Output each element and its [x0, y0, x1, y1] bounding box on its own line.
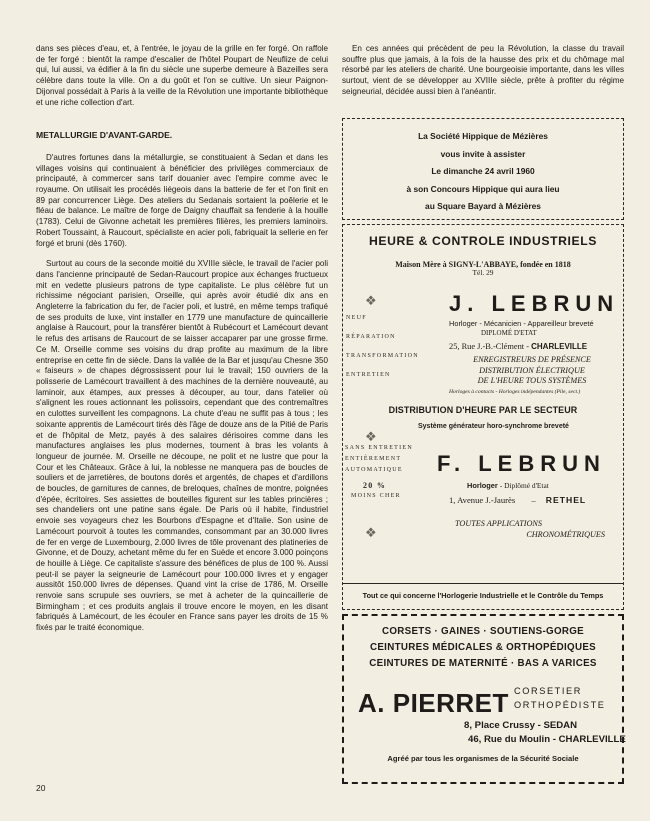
- j-lebrun-diploma: DIPLOMÉ D'ETAT: [481, 329, 537, 337]
- hippique-line-5: au Square Bayard à Mézières: [425, 201, 541, 211]
- pierret-line-3: CEINTURES DE MATERNITÉ · BAS A VARICES: [369, 658, 597, 669]
- distribution-heading: DISTRIBUTION D'HEURE PAR LE SECTEUR: [388, 405, 578, 416]
- side-service-item: NEUF: [346, 315, 367, 321]
- horlogerie-footer: Tout ce qui concerne l'Horlogerie Industrielle et le Contrôle du Temps: [343, 583, 623, 600]
- side-advantage-item: ENTIÈREMENT: [345, 456, 402, 462]
- right-column: [342, 44, 624, 98]
- pierret-footer: Agréé par tous les organismes de la Sécurité Sociale: [387, 754, 579, 763]
- side-advantage-item: SANS ENTRETIEN: [345, 445, 414, 451]
- pierret-address-charleville: 46, Rue du Moulin - CHARLEVILLE: [468, 734, 626, 745]
- clock-ornament-icon: ❖: [365, 293, 377, 308]
- hippique-line-2: vous invite à assister: [440, 148, 526, 159]
- side-service-item: TRANSFORMATION: [346, 353, 419, 359]
- f-lebrun-city: RETHEL: [545, 495, 587, 505]
- service-line: DISTRIBUTION ÉLECTRIQUE: [479, 365, 585, 375]
- page-number: 20: [36, 783, 46, 793]
- hippique-line-4: à son Concours Hippique qui aura lieu: [406, 183, 560, 194]
- pierret-line-1: CORSETS · GAINES · SOUTIENS-GORGE: [381, 626, 585, 637]
- f-lebrun-diploma: - Diplômé d'Etat: [499, 481, 549, 490]
- hippique-line-3: Le dimanche 24 avril 1960: [431, 166, 535, 176]
- left-column: [36, 44, 328, 634]
- horlogerie-title: HEURE & CONTROLE INDUSTRIELS: [368, 234, 598, 248]
- f-lebrun-name: F. LEBRUN: [437, 451, 606, 476]
- side-advantage-item: AUTOMATIQUE: [345, 467, 403, 473]
- pierret-name: A. PIERRET: [358, 688, 509, 718]
- pierret-address-sedan: 8, Place Crussy - SEDAN: [464, 720, 578, 731]
- f-lebrun-street: 1, Avenue J.-Jaurès: [449, 495, 516, 505]
- left-paragraph-3: Surtout au cours de la seconde moitié du XVIIIe siècle, le travail de l'acier poli dans l'ancienne principauté de Sedan-Raucourt propice aux échanges fructueux mit en vedette plusieurs patrons de type capitaliste. Le plus célèbre fut un richissime négociant parisien, Orseille, qui après avoir étudié dix ans en Angleterre la fabrication du fer, de l'acier poli, et lustré, en même temps trafiqué de ses produits de luxe, vint installer en 1779 une manufacture de quincaillerie anglaise à Raucourt, pour la transférer bientôt à Rubécourt et Lamécourt devant le refus des artisans de Raucourt de se laisser accaparer par une grosse firme. Ce M. Orseille comme ses voisins du drap profite au maximum de la libre entreprise en cette fin de siècle. Dans la vallée de la Bar et jusqu'au Chesne 350 « faiseurs » de chapes dégrossissent pour lui le travail; 150 ouvriers de la polisserie de Lamécourt travaillent à des machines de la dernière nouveauté, au laminoir, aux étampes, aux presses à découper, au tour, dans l'atelier où s'alignent les roues actionnant les polissoirs, cependant que des contremaîtres en culottes surveillent les compagnons. La chute d'eau ne suffit pas à tous ; les soixante apprentis de Lamécourt tirés dès l'âge de douze ans de la Pitié de Paris et de l'hôpital de Metz, payés à des salaires dérisoires comme dans les manufactures anglaises les plus modernes, tournent à bras les volants à longueur de journée. M. Orseille ne découpe, ne polit et ne lustre que pour la Cour et les Châteaux. Grâce à lui, la noblesse ne manquera pas de boucles de souliers et de jarretières, de boutons dorés et argentés, de chapes et d'ardillons de boucles, de garnitures de cannes, de breloques, chaînes de montre, poignées d'épée, écritoires. Ses assiettes de bouteilles figurent sur les tables princières ; ses chandeliers ont une patine sans égale. De Paris où il habite, l'industriel envoie ses voyageurs chez les Bourbons d'Espagne et d'Italie. Son usine de Lamécourt pourvoit à toutes les commandes, consommant par an 30.000 livres de fer en verge de Luxembourg, 2.000 livres de tôle provenant des platineries de Givonne, et de Douzy, achetant même du fer en Suède et encore 3.000 poinçons de houille à Liège. Ce capitaliste s'assure des bénéfices de plus de 100 %. Aussi peut-il se payer la seigneurie de Lamécourt pour 100.000 livres et y engager aussitôt 150.000 livres de dépenses. Quand vint la crise de 1786, M. Orseille renvoie sans scrupule ses ouvriers, se met à acheter de la quincaillerie de Birmingham ; et ces produits anglais il trouve encore le moyen, en les disant fabriqués à Lamécourt, de les écouler en France sans payer les droits de 15 % fixés par le traité économique.: [36, 259, 328, 633]
- side-service-item: ENTRETIEN: [346, 372, 391, 378]
- side-advantages: [345, 443, 413, 502]
- clock-ornament-icon: ❖: [365, 429, 377, 444]
- maison-mere: Maison Mère à SIGNY-L'ABBAYE, fondée en 1818: [395, 260, 571, 269]
- j-lebrun-street: 25, Rue J.-B.-Clément -: [449, 342, 530, 351]
- service-line: TOUTES APPLICATIONS: [455, 519, 542, 528]
- j-lebrun-address: [449, 342, 587, 351]
- service-line: ENREGISTREURS DE PRÉSENCE: [473, 355, 591, 364]
- f-lebrun-title: Horloger: [467, 481, 498, 490]
- side-services: [346, 309, 419, 385]
- telephone: Tél. 29: [472, 268, 494, 277]
- clock-ornament-icon: ❖: [365, 525, 377, 540]
- pierret-line-2: CEINTURES MÉDICALES & ORTHOPÉDIQUES: [369, 642, 597, 653]
- hippique-notice: [342, 118, 624, 220]
- j-lebrun-profession: Horloger - Mécanicien - Appareilleur breveté: [449, 319, 594, 328]
- left-paragraph-2: D'autres fortunes dans la métallurgie, se constituaient à Sedan et dans les villages voisins qui continuaient à bénéficier des privilèges commerciaux de principauté, à commercer sans tarif douanier avec l'empire comme avec le royaume. On utilisait les procédés liégeois dans la batterie de fer et l'on finit en 89 par concurrencer Liège. Des ateliers du Sedanais sortaient la poêlerie et le fléau de balance. Le maître de forge de Daigny chauffait sa fenderie à la houille (1783). Celui de Givonne achetait les premières filières, les premiers laminoirs. Robert Toussaint, à Raucourt, spécialiste en acier poli, fabriquait la sellerie en fer forgé et bruni (dès 1760).: [36, 152, 328, 248]
- j-lebrun-services: [449, 355, 615, 387]
- pierret-tag-corsetier: CORSETIER: [514, 686, 582, 696]
- pierret-advert: [342, 614, 624, 784]
- f-lebrun-services: [449, 519, 615, 540]
- hippique-line-1: La Société Hippique de Mézières: [418, 131, 548, 141]
- f-lebrun-profession: [467, 481, 549, 490]
- side-service-item: RÉPARATION: [346, 334, 396, 340]
- side-advantage-item: MOINS CHER: [351, 493, 401, 499]
- f-lebrun-address: 1, Avenue J.-Jaurès – RETHEL: [449, 495, 587, 505]
- service-line: CHRONOMÉTRIQUES: [526, 529, 605, 539]
- horlogerie-advert: [342, 224, 624, 610]
- systeme-brevete: Système générateur horo-synchrome breveté: [418, 423, 569, 430]
- side-advantage-percent: 20 %: [363, 481, 387, 490]
- section-heading: METALLURGIE D'AVANT-GARDE.: [36, 130, 173, 141]
- pierret-tag-orthopediste: ORTHOPÉDISTE: [514, 700, 606, 710]
- j-lebrun-small: Horloges à contacts - Horloges indépendantes (Pile, sect.): [449, 389, 581, 395]
- left-paragraph-1: dans ses pièces d'eau, et, à l'entrée, le joyau de la grille en fer forgé. On raffole de fer forgé : bientôt la rampe d'escalier de l'hôtel Poupart de Neuflize de celui qui, lui aussi, va édifier à la fin du siècle une superbe demeure à Bazeilles sera célèbre dans toute la ville. On a du goût et l'on se cultive. Un sieur Paignon-Dijonval possédait à Paris à la veille de la Révolution une importante bibliothèque et une riche collection d'art.: [36, 44, 328, 107]
- service-line: DE L'HEURE TOUS SYSTÈMES: [477, 376, 587, 386]
- right-paragraph-1: En ces années qui précèdent de peu la Révolution, la classe du travail souffre plus que jamais, à la fois de la hausse des prix et du chômage mal résorbé par les ateliers de charité. Une bourgeoisie importante, dans les villes surtout, vient de se développer au XVIIIe siècle, prête à profiter du régime seigneurial, décidée aussi bien à l'anéantir.: [342, 44, 624, 96]
- j-lebrun-name: J. LEBRUN: [449, 291, 620, 316]
- j-lebrun-city: CHARLEVILLE: [531, 342, 588, 351]
